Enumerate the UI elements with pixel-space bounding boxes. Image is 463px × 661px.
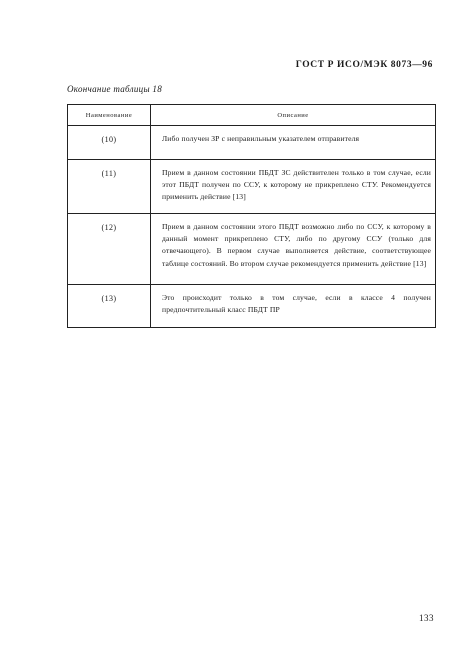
row-description-cell: Прием в данном состоянии этого ПБДТ возможно либо по ССУ, к которому в данный момент прикреплено СТУ, либо по другому ССУ (только для отвечающего). В первом случае выполняется действие, соответствующее таблице состояний. Во втором случае рекомендуется применить действие [13] <box>151 214 436 285</box>
row-code-cell: (10) <box>68 126 151 160</box>
table-row <box>68 285 436 328</box>
table-row <box>68 214 436 285</box>
table-header-row <box>68 105 436 126</box>
row-code-cell: (13) <box>68 285 151 328</box>
continuation-table <box>67 104 436 328</box>
page-header-standard: ГОСТ Р ИСО/МЭК 8073—96 <box>295 60 433 70</box>
row-code-cell: (12) <box>68 214 151 285</box>
row-description-cell: Прием в данном состоянии ПБДТ ЗС действителен только в том случае, если этот ПБДТ получен по ССУ, к которому не прикреплено СТУ. Рекомендуется применить действие [13] <box>151 160 436 214</box>
row-description-cell: Либо получен ЗР с неправильным указателем отправителя <box>151 126 436 160</box>
table-row <box>68 160 436 214</box>
row-description-cell: Это происходит только в том случае, если в классе 4 получен предпочтительный класс ПБДТ ПР <box>151 285 436 328</box>
table-row <box>68 126 436 160</box>
column-header-name: Наименование <box>68 105 151 126</box>
page-number: 133 <box>419 613 434 623</box>
row-code-cell: (11) <box>68 160 151 214</box>
table-caption: Окончание таблицы 18 <box>67 84 163 94</box>
column-header-description: Описание <box>151 105 436 126</box>
